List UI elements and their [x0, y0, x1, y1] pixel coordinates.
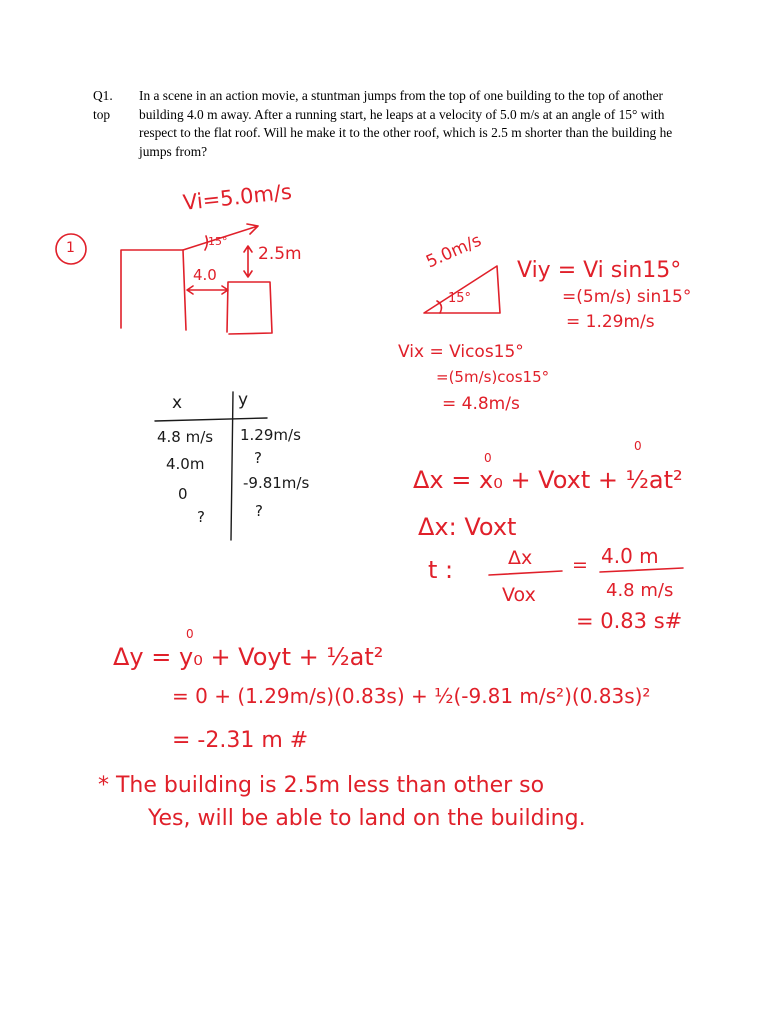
time-result: = 0.83 s#: [576, 609, 683, 633]
delta-y-substitution: = 0 + (1.29m/s)(0.83s) + ½(-9.81 m/s²)(0.83s)²: [172, 684, 651, 708]
time-numerator: Δx: [508, 547, 533, 569]
launch-angle-label: 15°: [208, 235, 228, 248]
table-cell-x-1: 4.8 m/s: [157, 428, 214, 446]
table-cell-x-4: ?: [197, 508, 205, 526]
triangle-angle-label: 15°: [448, 291, 472, 306]
delta-x-zero-mark-2: 0: [634, 439, 642, 453]
table-vertical-line: [231, 392, 233, 540]
time-denominator-value: 4.8 m/s: [606, 580, 674, 601]
height-label: 2.5m: [258, 244, 302, 264]
table-cell-y-1: 1.29m/s: [240, 426, 301, 444]
vix-line-2: =(5m/s)cos15°: [436, 368, 550, 386]
delta-y-equation: Δy = y₀ + Voyt + ½at²: [113, 643, 384, 671]
table-header-y: y: [238, 390, 249, 410]
viy-line-1: Viy = Vi sin15°: [517, 258, 682, 283]
delta-y-zero-mark: 0: [186, 627, 194, 641]
viy-line-2: =(5m/s) sin15°: [562, 287, 692, 307]
question-number: Q1.: [93, 88, 113, 103]
time-equals: =: [572, 554, 588, 576]
vix-line-1: Vix = Vicos15°: [398, 342, 524, 362]
distance-label: 4.0: [193, 266, 217, 284]
triangle-hyp-label: 5.0m/s: [423, 230, 485, 273]
delta-y-result: = -2.31 m #: [172, 728, 309, 753]
time-lhs: t :: [428, 556, 454, 584]
vix-line-3: = 4.8m/s: [442, 394, 520, 414]
delta-x-zero-mark: 0: [484, 451, 492, 465]
table-cell-y-2: ?: [254, 449, 262, 467]
time-denominator: Vox: [502, 584, 536, 606]
conclusion-line-1: * The building is 2.5m less than other so: [98, 773, 545, 798]
question-text: In a scene in an action movie, a stuntman jumps from the top of one building to the top of another building 4.0 m away. After a running start, he leaps at a velocity of 5.0 m/s at an angle of 15° with respect to the flat roof. Will he make it to the other roof, which is 2.5 m shorter than the building he jumps from?: [139, 88, 673, 159]
table-cell-x-2: 4.0m: [166, 455, 205, 473]
table-horizontal-line: [155, 418, 267, 421]
velocity-label: Vi=5.0m/s: [181, 179, 293, 215]
table-cell-x-3: 0: [178, 485, 188, 503]
conclusion-line-2: Yes, will be able to land on the building.: [148, 806, 586, 831]
delta-x-simplified: Δx: Voxt: [418, 513, 517, 541]
circled-number: 1: [66, 240, 75, 256]
table-cell-y-3: -9.81m/s: [243, 474, 310, 492]
question-tag: top: [93, 106, 111, 122]
building-right: [227, 282, 272, 334]
building-left: [121, 250, 186, 330]
delta-x-equation: Δx = x₀ + Voxt + ½at²: [413, 466, 683, 494]
fraction-bar-2: [600, 568, 683, 572]
distance-arrow: [187, 286, 228, 294]
viy-line-3: = 1.29m/s: [566, 312, 655, 332]
height-arrow: [244, 246, 252, 277]
time-numerator-value: 4.0 m: [601, 544, 659, 568]
table-header-x: x: [172, 393, 183, 413]
table-cell-y-4: ?: [255, 502, 263, 520]
fraction-bar-1: [489, 571, 562, 575]
